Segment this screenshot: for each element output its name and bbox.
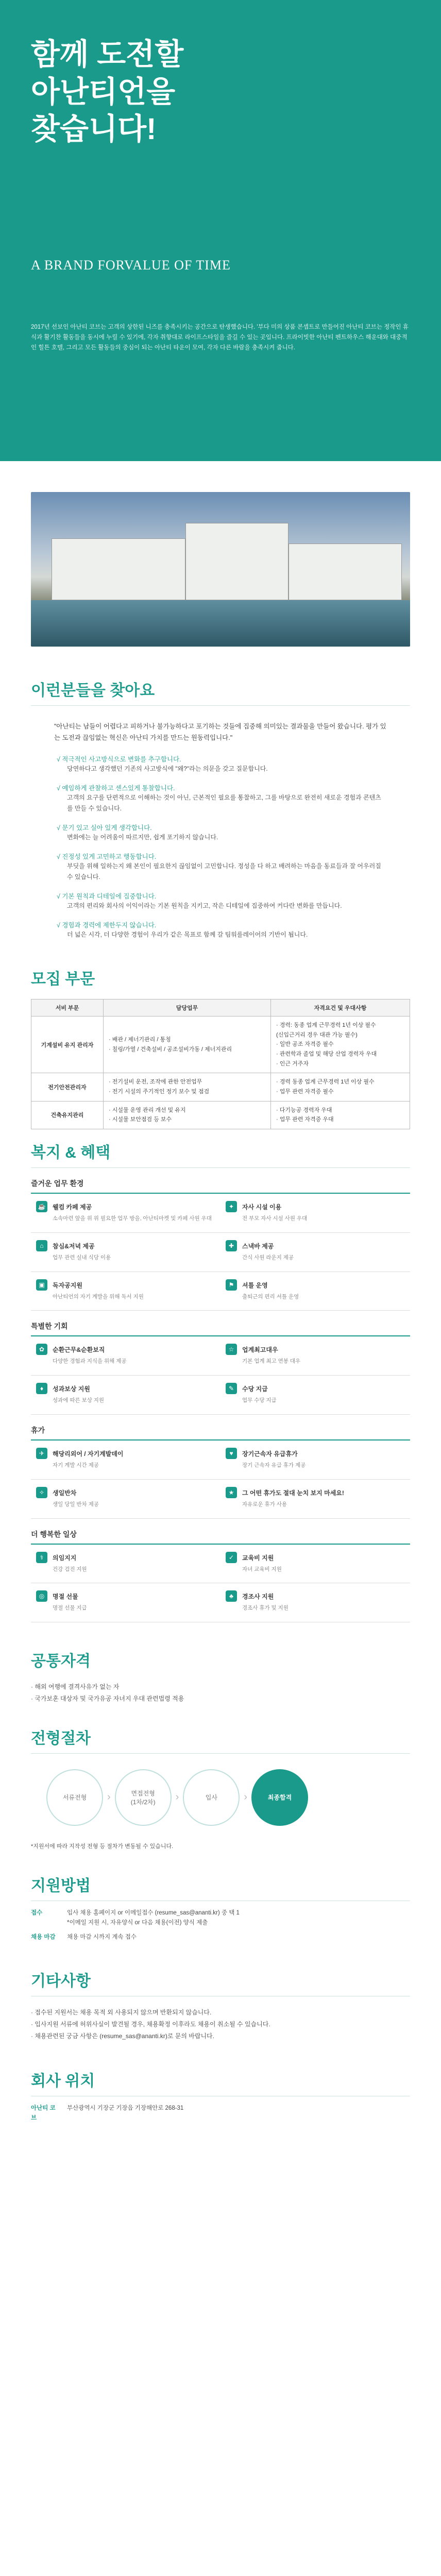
process-note: *지원서에 따라 지작성 전형 등 절차가 변동될 수 있습니다.: [31, 1843, 174, 1850]
process-steps: [46, 1769, 395, 1826]
table-row: [31, 1073, 410, 1101]
location-row: [31, 2104, 410, 2124]
benefit-title: 순환근무&순환보직: [53, 1346, 105, 1354]
benefit-text: [242, 1279, 299, 1301]
duty-cell: · 배관 / 제너기관리 / 통칭 · 칠링/가열 / 건축설비 / 공조설비가동 / 제너지관리: [104, 1016, 271, 1073]
benefit-desc: 간식 사원 라운지 제공: [242, 1254, 294, 1261]
benefit-desc: 자녀 교육비 지원: [242, 1566, 282, 1572]
benefit-title: 자사 시설 이용: [242, 1204, 282, 1211]
arrow-icon: ›: [107, 1791, 111, 1803]
benefit-text: [242, 1201, 307, 1223]
duty-cell: · 전기설비 운전, 조작에 관한 안전업무 · 전기 시설의 주기적인 정기 보수 및 점검: [104, 1073, 271, 1101]
qual-list: · 해외 여행에 결격사유가 없는 자 · 국가보훈 대상자 및 국가유공 자녀지 우대 관련법령 적용: [31, 1683, 184, 1703]
benefit-desc: 성과에 따른 보상 지원: [53, 1397, 105, 1404]
apply-row: [31, 1908, 410, 1928]
benefit-text: [242, 1383, 277, 1405]
benefit-icon: ♣: [226, 1590, 237, 1602]
who-item: [57, 891, 384, 911]
hero-title: 함께 도전할 아난티언을 찾습니다!: [31, 38, 184, 146]
welfare-group-title: 즐거운 업무 환경: [31, 1179, 84, 1188]
who-item-heading: √ 경험과 경력에 제한두지 않습니다.: [57, 922, 157, 929]
benefit-icon: ✦: [226, 1201, 237, 1212]
building: [52, 538, 185, 600]
hero-section: [0, 0, 441, 461]
pool: [31, 600, 410, 647]
benefit-text: [242, 1552, 282, 1574]
benefit-title: 웰컴 카페 제공: [53, 1204, 92, 1211]
benefit-icon: ✎: [226, 1383, 237, 1394]
step-4: 최종합격: [251, 1769, 308, 1826]
benefit-text: [53, 1344, 127, 1366]
apply-key: 접수: [31, 1909, 43, 1916]
table-row: [31, 1016, 410, 1073]
who-item-heading: √ 적극적인 사고방식으로 변화를 추구합니다.: [57, 755, 181, 763]
duty-cell: · 시설물 운영 관리 개선 및 유지 · 시설물 보안점검 등 보수: [104, 1101, 271, 1129]
benefit-icon: ✚: [226, 1240, 237, 1251]
benefit-icon: ★: [226, 1487, 237, 1498]
who-item: [57, 920, 384, 940]
req-cell: · 경력 동종 업계 근무경력 1년 이상 필수 · 업무 관련 자격증 필수: [271, 1073, 410, 1101]
benefit-title: 성과보상 지원: [53, 1385, 90, 1393]
benefit-text: [53, 1552, 87, 1574]
benefit-title: 그 어떤 휴가도 절대 눈치 보지 마세요!: [242, 1489, 344, 1497]
table-header: 자격요건 및 우대사항: [271, 999, 410, 1016]
welfare-item: [31, 1272, 220, 1311]
welfare-grid: [31, 1193, 410, 1311]
apply-value: 입사 채용 홈페이지 or 이메일접수 (resume_sas@ananti.kr) 중 택 1 *이메일 지원 시, 자유양식 or 다음 채용(이전) 양식 제출: [67, 1909, 240, 1926]
benefit-title: 교육비 지원: [242, 1554, 274, 1562]
benefit-title: 참심&저녁 제공: [53, 1242, 95, 1250]
benefit-desc: 장기 근속자 유급 휴가 제공: [242, 1462, 306, 1469]
benefit-title: 명절 선물: [53, 1593, 78, 1601]
benefit-title: 의임지지: [53, 1554, 77, 1562]
benefit-title: 경조사 지원: [242, 1593, 274, 1601]
who-quote: "아난티는 남들이 어렵다고 피하거나 불가능하다고 포기하는 것들에 집중해 의미있는 결과물을 만들어 왔습니다. 평가 있는 도전과 끊임없는 혁신은 아난티 가치를 만드는 원동력입니다.": [54, 723, 386, 741]
benefit-icon: ◎: [36, 1590, 47, 1602]
benefit-icon: ✿: [36, 1344, 47, 1355]
benefit-icon: ⌂: [36, 1240, 47, 1251]
welfare-item: [31, 1194, 220, 1233]
welfare-group-title: 특별한 기회: [31, 1322, 68, 1331]
welfare-item: [220, 1272, 410, 1311]
location-address: 부산광역시 기장군 기장읍 기장해안로 268-31: [67, 2105, 184, 2111]
req-cell: · 다기능공 경력자 우대 · 업무 관련 자격증 우대: [271, 1101, 410, 1129]
benefit-desc: 업무 수당 지급: [242, 1397, 277, 1404]
req-cell: · 경력: 동종 업계 근무경력 1년 이상 필수 (신입근거리 경우 대관 가능 필수) · 일반 공조 자격증 필수 · 관련학과 졸업 및 해당 산업 경력자 우대 · 인근 거주자: [271, 1016, 410, 1073]
benefit-icon: ♦: [36, 1383, 47, 1394]
step-1: 서류전형: [46, 1769, 103, 1826]
welfare-group-title: 더 행복한 일상: [31, 1530, 77, 1538]
apply-value: 채용 마감 시까지 계속 접수: [67, 1934, 137, 1940]
benefit-title: 장기근속자 유급휴가: [242, 1450, 298, 1458]
welfare-item: [220, 1440, 410, 1480]
welfare-item: [220, 1336, 410, 1376]
welfare-item: [31, 1376, 220, 1415]
who-item-heading: √ 기본 원칙과 디테일에 집중합니다.: [57, 893, 157, 901]
benefit-icon: ♥: [226, 1448, 237, 1459]
benefit-desc: 명절 선물 지급: [53, 1605, 87, 1612]
table-header: 담당업무: [104, 999, 271, 1016]
who-item-body: 부딧을 위해 일하는지 왜 본인이 필요한지 끊임없이 고민합니다. 정성을 다 하고 배려하는 마음을 동료들과 잘 어우러질 수 있습니다.: [67, 862, 381, 880]
hero-intro: 2017년 선보인 아난티 코브는 고객의 상한된 니즈를 충족시키는 공간으로 탄생했습니다. '부다 미의 상품 콘셉트로 만들어진 아난티 코브는 정작인 휴식과 활기찬 활동들을 동시에 누릴 수 있기에, 각자 취향대로 라이프스타일을 즐길 수 있는 곳입니다. 프라이빗한 아난티 펜트하우스 해운대와 대중적인 힐튼 호텔, 그리고 모든 활동들의 중심이 되는 아난티 타운이 모여, 각자 다른 바람을 충족시켜 줍니다.: [31, 324, 409, 351]
benefit-title: 생일반차: [53, 1489, 77, 1497]
step-3: 입사: [183, 1769, 240, 1826]
building: [289, 544, 402, 600]
benefit-desc: 소속마련 앞을 위 위 필요한 업무 방을, 아난티마켓 및 카페 사원 우대: [53, 1215, 212, 1222]
benefit-text: [53, 1487, 99, 1509]
section-title-qual: 공통자격: [31, 1653, 91, 1670]
benefit-text: [242, 1590, 289, 1613]
apply-key: 채용 마감: [31, 1934, 56, 1940]
jobs-table: [31, 999, 410, 1129]
benefit-text: [53, 1240, 111, 1262]
arrow-icon: ›: [244, 1791, 248, 1803]
welfare-item: [220, 1545, 410, 1584]
section-title-apply: 지원방법: [31, 1877, 91, 1894]
section-title-etc: 기타사항: [31, 1973, 91, 1990]
benefit-title: 수당 지급: [242, 1385, 268, 1393]
welfare-item: [31, 1480, 220, 1519]
benefit-title: 스낵바 제공: [242, 1242, 274, 1250]
welfare-item: [31, 1583, 220, 1622]
benefit-text: [242, 1344, 300, 1366]
section-title-welfare: 복지 & 혜택: [31, 1144, 111, 1162]
welfare-item: [31, 1233, 220, 1272]
benefit-text: [53, 1590, 87, 1613]
divider: [31, 1753, 410, 1754]
arrow-icon: ›: [175, 1791, 179, 1803]
welfare-item: [220, 1376, 410, 1415]
welfare-grid: [31, 1544, 410, 1623]
who-item: [57, 852, 384, 882]
divider: [31, 705, 410, 706]
table-header: 서비 부문: [31, 999, 104, 1016]
apply-row: [31, 1933, 410, 1943]
who-item-heading: √ 문기 있고 실아 있게 생각합니다.: [57, 824, 152, 832]
welfare-item: [31, 1336, 220, 1376]
benefit-icon: ✈: [36, 1448, 47, 1459]
who-item-body: 변화에는 늘 어려움이 따르지만, 쉽게 포기하지 않습니다.: [67, 833, 218, 841]
benefit-desc: 생일 당일 반차 제공: [53, 1501, 99, 1507]
benefit-desc: 아난티언의 자기 계발을 위해 독서 지원: [53, 1293, 144, 1300]
section-title-location: 회사 위치: [31, 2072, 95, 2090]
resort-photo: [31, 492, 410, 647]
divider: [31, 1167, 410, 1168]
benefit-icon: ⚑: [226, 1279, 237, 1291]
benefit-title: 독자공지원: [53, 1281, 82, 1289]
welfare-grid: [31, 1439, 410, 1519]
dept-cell: 전기안전관리자: [31, 1073, 104, 1101]
etc-list: · 접수된 지원서는 채용 목적 외 사용되지 않으며 반환되지 않습니다. · 입사지원 서류에 허위사실이 발견될 경우, 채용확정 이후라도 채용이 취소될 수 있습니다. · 채용관련된 궁금 사항은 (resume_sas@ananti.kr)로 문의 바랍니다.: [31, 2009, 270, 2040]
who-item-heading: √ 진정성 있게 고민하고 행동합니다.: [57, 853, 157, 861]
welfare-grid: [31, 1335, 410, 1415]
benefit-icon: ☆: [226, 1344, 237, 1355]
benefit-desc: 다양한 경험과 지식을 위해 제공: [53, 1358, 127, 1365]
who-item-body: 더 넓은 시각, 더 다양한 경험이 우리가 같은 목표로 함께 갈 팀워를레이어의 기반이 됩니다.: [67, 931, 308, 939]
benefit-text: [242, 1448, 306, 1470]
who-item: [57, 754, 384, 774]
benefit-desc: 전 부모 자사 시설 사원 우대: [242, 1215, 308, 1222]
dept-cell: 건축유지관리: [31, 1101, 104, 1129]
dept-cell: 기계설비 유지 관리자: [31, 1016, 104, 1073]
benefit-desc: 기본 업계 최고 연봉 대우: [242, 1358, 301, 1365]
benefit-icon: ✧: [36, 1487, 47, 1498]
benefit-desc: 건강 검진 지원: [53, 1566, 87, 1572]
benefit-desc: 자유로운 휴가 사용: [242, 1501, 287, 1507]
table-row: [31, 1101, 410, 1129]
benefit-text: [53, 1201, 212, 1223]
who-item-body: 고객의 요구를 단편적으로 이해하는 것이 아닌, 근본적인 필요를 통찰하고, 그를 바탕으로 완전히 새로운 경험과 콘텐츠를 만들 수 있습니다.: [67, 794, 381, 812]
benefit-text: [242, 1240, 294, 1262]
benefit-text: [53, 1448, 124, 1470]
section-title-process: 전형절차: [31, 1730, 91, 1747]
building: [185, 523, 289, 600]
welfare-item: [220, 1194, 410, 1233]
benefit-title: 해당리외어 / 자기계발데이: [53, 1450, 124, 1458]
benefit-icon: ▣: [36, 1279, 47, 1291]
welfare-group-title: 휴가: [31, 1426, 45, 1435]
who-item: [57, 823, 384, 842]
benefit-desc: 자기 계발 시간 제공: [53, 1462, 99, 1469]
benefit-desc: 출퇴근의 편리 셔틀 운영: [242, 1293, 299, 1300]
welfare-item: [31, 1440, 220, 1480]
benefit-icon: ✓: [226, 1552, 237, 1563]
welfare-item: [31, 1545, 220, 1584]
location-label: 아난티 코브: [31, 2105, 56, 2122]
brand-tagline: A BRAND FORVALUE OF TIME: [31, 258, 231, 273]
step-2: 면접전형 (1차/2차): [115, 1769, 172, 1826]
section-title-jobs: 모집 부문: [31, 970, 95, 988]
benefit-title: 셔틀 운영: [242, 1281, 268, 1289]
who-item: [57, 783, 384, 814]
benefit-text: [242, 1487, 344, 1509]
benefit-title: 업계최고대우: [242, 1346, 278, 1354]
who-item-heading: √ 예임하게 관찰하고 센스있게 통찰합니다.: [57, 785, 175, 792]
benefit-text: [53, 1383, 104, 1405]
welfare-item: [220, 1233, 410, 1272]
benefit-text: [53, 1279, 144, 1301]
benefit-desc: 경조사 휴가 및 지원: [242, 1605, 289, 1612]
section-title-who: 이런분들을 찾아요: [31, 682, 155, 699]
who-item-body: 당연하다고 생각했던 기존의 사고방식에 "왜?"라는 의문을 갖고 질문합니다.: [67, 765, 268, 772]
who-item-body: 고객의 편리와 회사의 이익이라는 기본 원칙을 지키고, 작은 디테일에 집중하여 커다란 변화를 만듭니다.: [67, 902, 342, 910]
benefit-desc: 업무 관련 실내 식당 이용: [53, 1254, 111, 1261]
benefit-icon: ⚕: [36, 1552, 47, 1563]
welfare-item: [220, 1583, 410, 1622]
benefit-icon: ☕: [36, 1201, 47, 1212]
welfare-item: [220, 1480, 410, 1519]
